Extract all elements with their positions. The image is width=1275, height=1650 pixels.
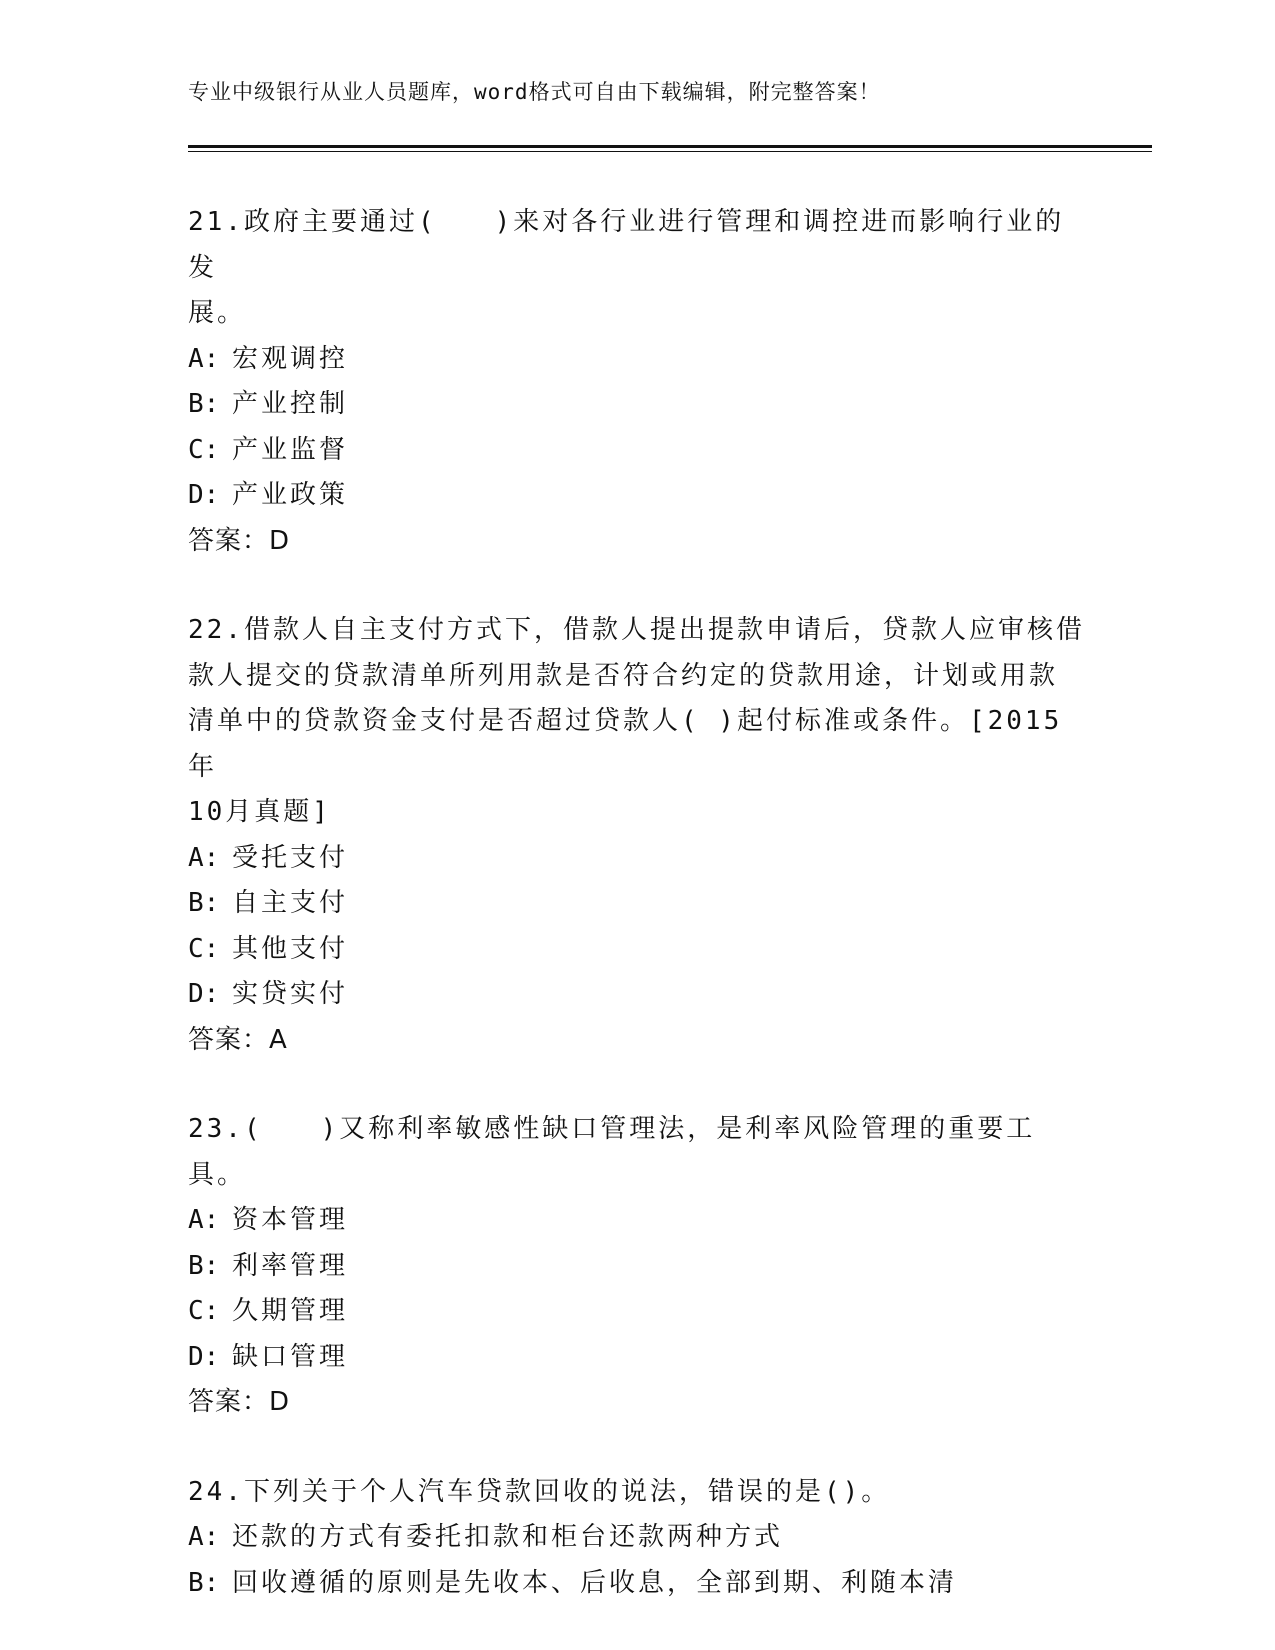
option-a — [188, 337, 1088, 383]
option-b — [188, 881, 1088, 927]
question-22 — [188, 608, 1088, 1063]
option-text: 产业控制 — [232, 389, 349, 419]
question-text: 21.政府主要通过( )来对各行业进行管理和调控进而影响行业的发 — [188, 207, 1065, 283]
answer-line: 答案：A — [188, 1024, 288, 1055]
option-key: B: — [188, 1567, 220, 1598]
header-divider — [188, 145, 1152, 148]
answer-line: 答案：D — [188, 525, 291, 556]
question-21 — [188, 200, 1088, 564]
question-text: 清单中的贷款资金支付是否超过贷款人( )起付标准或条件。[2015年 — [188, 706, 1063, 782]
option-text: 利率管理 — [232, 1250, 349, 1281]
option-text: 回收遵循的原则是先收本、后收息，全部到期、利随本清 — [232, 1567, 958, 1598]
option-b — [188, 1244, 1088, 1290]
question-list — [188, 200, 1088, 1650]
option-key: D: — [188, 1341, 220, 1372]
option-key: B: — [188, 888, 220, 918]
page-header: 专业中级银行从业人员题库，word格式可自由下载编辑，附完整答案！ — [188, 80, 881, 104]
question-23 — [188, 1107, 1088, 1426]
option-d — [188, 1335, 1088, 1381]
option-text: 实贷实付 — [232, 979, 349, 1009]
option-text: 其他支付 — [232, 933, 349, 964]
option-text: 久期管理 — [232, 1296, 349, 1326]
option-text: 缺口管理 — [232, 1341, 349, 1372]
option-text: 产业监督 — [232, 434, 349, 465]
option-text: 还款的方式有委托扣款和柜台还款两种方式 — [232, 1522, 784, 1552]
option-key: A: — [188, 1205, 220, 1235]
header-divider-thin — [188, 151, 1152, 152]
option-key: B: — [188, 389, 220, 419]
option-text: 自主支付 — [232, 888, 349, 918]
option-key: A: — [188, 842, 220, 873]
option-text: 产业政策 — [232, 480, 349, 510]
option-key: A: — [188, 343, 220, 374]
option-key: D: — [188, 480, 220, 510]
option-d — [188, 972, 1088, 1018]
option-key: A: — [188, 1522, 220, 1552]
question-24 — [188, 1470, 1088, 1607]
question-text: 展。 — [188, 298, 247, 328]
option-a — [188, 1198, 1088, 1244]
option-d — [188, 473, 1088, 519]
question-text: 23.( )又称利率敏感性缺口管理法，是利率风险管理的重要工具。 — [188, 1114, 1036, 1190]
question-text: 24.下列关于个人汽车贷款回收的说法，错误的是()。 — [188, 1476, 891, 1507]
option-a — [188, 1515, 1088, 1561]
option-c — [188, 1289, 1088, 1335]
option-key: C: — [188, 434, 220, 465]
option-text: 资本管理 — [232, 1205, 349, 1235]
option-key: D: — [188, 979, 220, 1009]
option-b — [188, 1561, 1088, 1607]
option-a — [188, 836, 1088, 882]
option-c — [188, 927, 1088, 973]
option-text: 宏观调控 — [232, 343, 349, 374]
option-key: B: — [188, 1250, 220, 1281]
question-text: 22.借款人自主支付方式下，借款人提出提款申请后，贷款人应审核借 — [188, 615, 1085, 645]
question-text: 10月真题] — [188, 797, 331, 827]
option-b — [188, 382, 1088, 428]
option-key: C: — [188, 1296, 220, 1326]
answer-line: 答案：D — [188, 1387, 291, 1417]
option-text: 受托支付 — [232, 842, 349, 873]
question-text: 款人提交的贷款清单所列用款是否符合约定的贷款用途，计划或用款 — [188, 660, 1059, 691]
option-key: C: — [188, 933, 220, 964]
option-c — [188, 428, 1088, 474]
